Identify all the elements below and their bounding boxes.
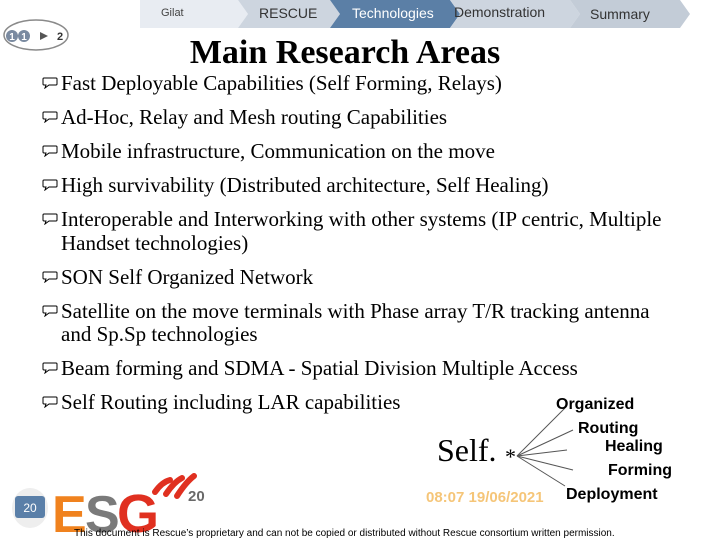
research-areas-list bbox=[40, 72, 670, 425]
self-star: * bbox=[505, 444, 516, 469]
list-item bbox=[40, 72, 670, 96]
list-item-text: Self Routing including LAR capabilities bbox=[61, 390, 401, 414]
list-item-text: Mobile infrastructure, Communication on the move bbox=[61, 139, 495, 163]
list-item bbox=[40, 357, 670, 381]
self-attribute-organized: Organized bbox=[556, 396, 635, 413]
list-item bbox=[40, 300, 670, 347]
timestamp: 08:07 19/06/2021 bbox=[426, 489, 544, 506]
list-item-text: SON Self Organized Network bbox=[61, 264, 314, 289]
list-item bbox=[40, 106, 670, 130]
nav-item-demonstration[interactable]: Demonstration bbox=[454, 4, 546, 20]
footer-notice: This document is Rescue’s proprietary and can not be copied or distributed without Rescue consortium written permission. bbox=[74, 528, 615, 539]
svg-text:S: S bbox=[85, 486, 120, 534]
nav-item-gilat[interactable]: Gilat bbox=[161, 7, 184, 19]
speech-bubble-icon bbox=[42, 271, 58, 283]
list-item-text: Beam forming and SDMA - Spatial Division Multiple Access bbox=[61, 356, 578, 380]
page-title: Main Research Areas bbox=[189, 34, 501, 71]
speech-bubble-icon bbox=[42, 362, 58, 374]
nav-tab-bg-gilat bbox=[140, 0, 248, 28]
speech-bubble-icon bbox=[42, 305, 58, 317]
speech-bubble-icon bbox=[42, 213, 58, 225]
list-item bbox=[40, 266, 670, 290]
speech-bubble-icon bbox=[42, 77, 58, 89]
nav-item-summary[interactable]: Summary bbox=[590, 6, 650, 22]
list-item-text: Interoperable and Interworking with other systems (IP centric, Multiple Handset technologies) bbox=[61, 207, 662, 255]
speech-bubble-icon bbox=[42, 396, 58, 408]
list-item-text: Ad-Hoc, Relay and Mesh routing Capabilities bbox=[61, 105, 448, 129]
svg-text:E: E bbox=[52, 486, 87, 534]
logo-left-digit: 1 bbox=[9, 32, 15, 43]
speech-bubble-icon bbox=[42, 145, 58, 157]
svg-text:G: G bbox=[117, 484, 160, 534]
nav-item-technologies[interactable]: Technologies bbox=[352, 5, 434, 21]
self-attribute-healing: Healing bbox=[605, 438, 663, 455]
list-item-text: High survivability (Distributed architecture, Self Healing) bbox=[61, 173, 549, 197]
self-attribute-forming: Forming bbox=[608, 462, 672, 479]
logo-mid-digit: 1 bbox=[21, 32, 27, 43]
list-item bbox=[40, 140, 670, 164]
speech-bubble-icon bbox=[42, 111, 58, 123]
self-attribute-deployment: Deployment bbox=[566, 486, 658, 503]
list-item bbox=[40, 208, 670, 255]
list-item bbox=[40, 174, 670, 198]
speech-bubble-icon bbox=[42, 179, 58, 191]
logo-right-digit: 2 bbox=[56, 31, 64, 43]
self-attribute-routing: Routing bbox=[578, 420, 639, 437]
nav-item-rescue[interactable]: RESCUE bbox=[259, 5, 318, 21]
top-nav-bar bbox=[0, 0, 720, 28]
self-label: Self. bbox=[437, 432, 497, 468]
page-badge: 20 bbox=[23, 501, 37, 515]
list-item-text: Satellite on the move terminals with Phase array T/R tracking antenna and Sp.Sp technologies bbox=[61, 298, 650, 346]
page-number: 20 bbox=[188, 488, 205, 505]
list-item-text: Fast Deployable Capabilities (Self Forming, Relays) bbox=[61, 71, 502, 95]
